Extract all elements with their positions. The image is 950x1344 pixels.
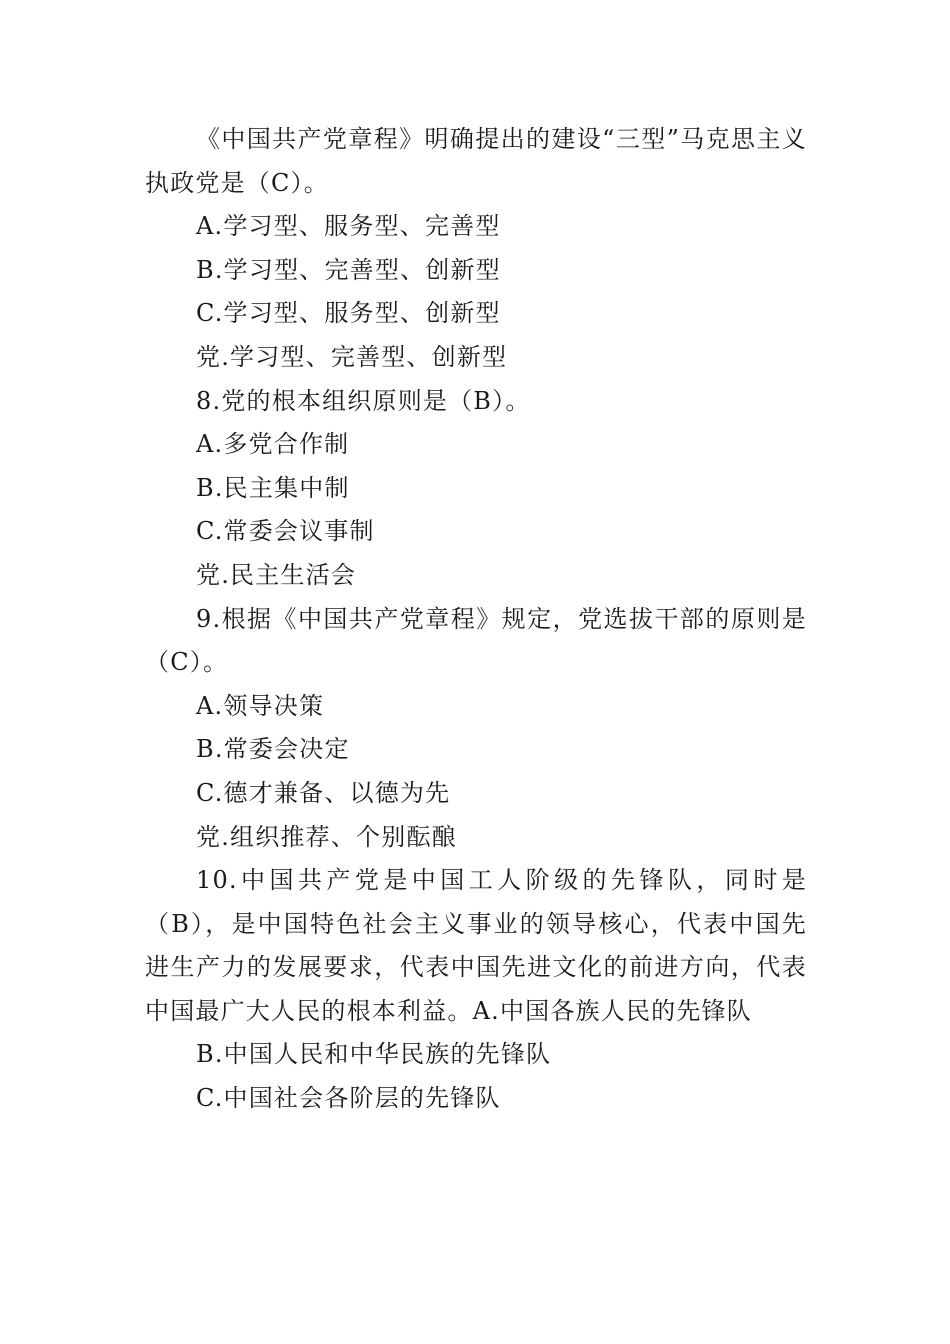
question-7: 《中国共产党章程》明确提出的建设“三型”马克思主义执政党是（C）。 <box>145 125 807 197</box>
option-c: C.德才兼备、以德为先 <box>196 778 451 807</box>
option-c: C.学习型、服务型、创新型 <box>196 299 501 328</box>
question-10: 10.中国共产党是中国工人阶级的先锋队，同时是（B），是中国特色社会主义事业的领导核心，代表中国先进生产力的发展要求，代表中国先进文化的前进方向，代表中国最广大人民的根本利益。A.中国各族人民的先锋队 <box>145 866 807 1025</box>
option-b: B.常委会决定 <box>196 735 350 764</box>
option-b: B.学习型、完善型、创新型 <box>196 255 501 284</box>
question-8: 8.党的根本组织原则是（B）。 <box>196 386 531 415</box>
question-9: 9.根据《中国共产党章程》规定，党选拔干部的原则是（C）。 <box>145 604 807 677</box>
option-a: A.领导决策 <box>196 691 325 720</box>
option-a: A.多党合作制 <box>196 430 350 459</box>
option-d: 党.组织推荐、个别酝酿 <box>196 822 457 851</box>
option-c: C.常委会议事制 <box>196 517 375 546</box>
option-d: 党.学习型、完善型、创新型 <box>196 342 508 371</box>
option-d: 党.民主生活会 <box>196 560 357 589</box>
option-a: A.学习型、服务型、完善型 <box>196 212 501 241</box>
document-body <box>145 118 807 1121</box>
option-c: C.中国社会各阶层的先锋队 <box>196 1084 501 1113</box>
option-b: B.民主集中制 <box>196 473 350 502</box>
option-b: B.中国人民和中华民族的先锋队 <box>196 1040 552 1069</box>
